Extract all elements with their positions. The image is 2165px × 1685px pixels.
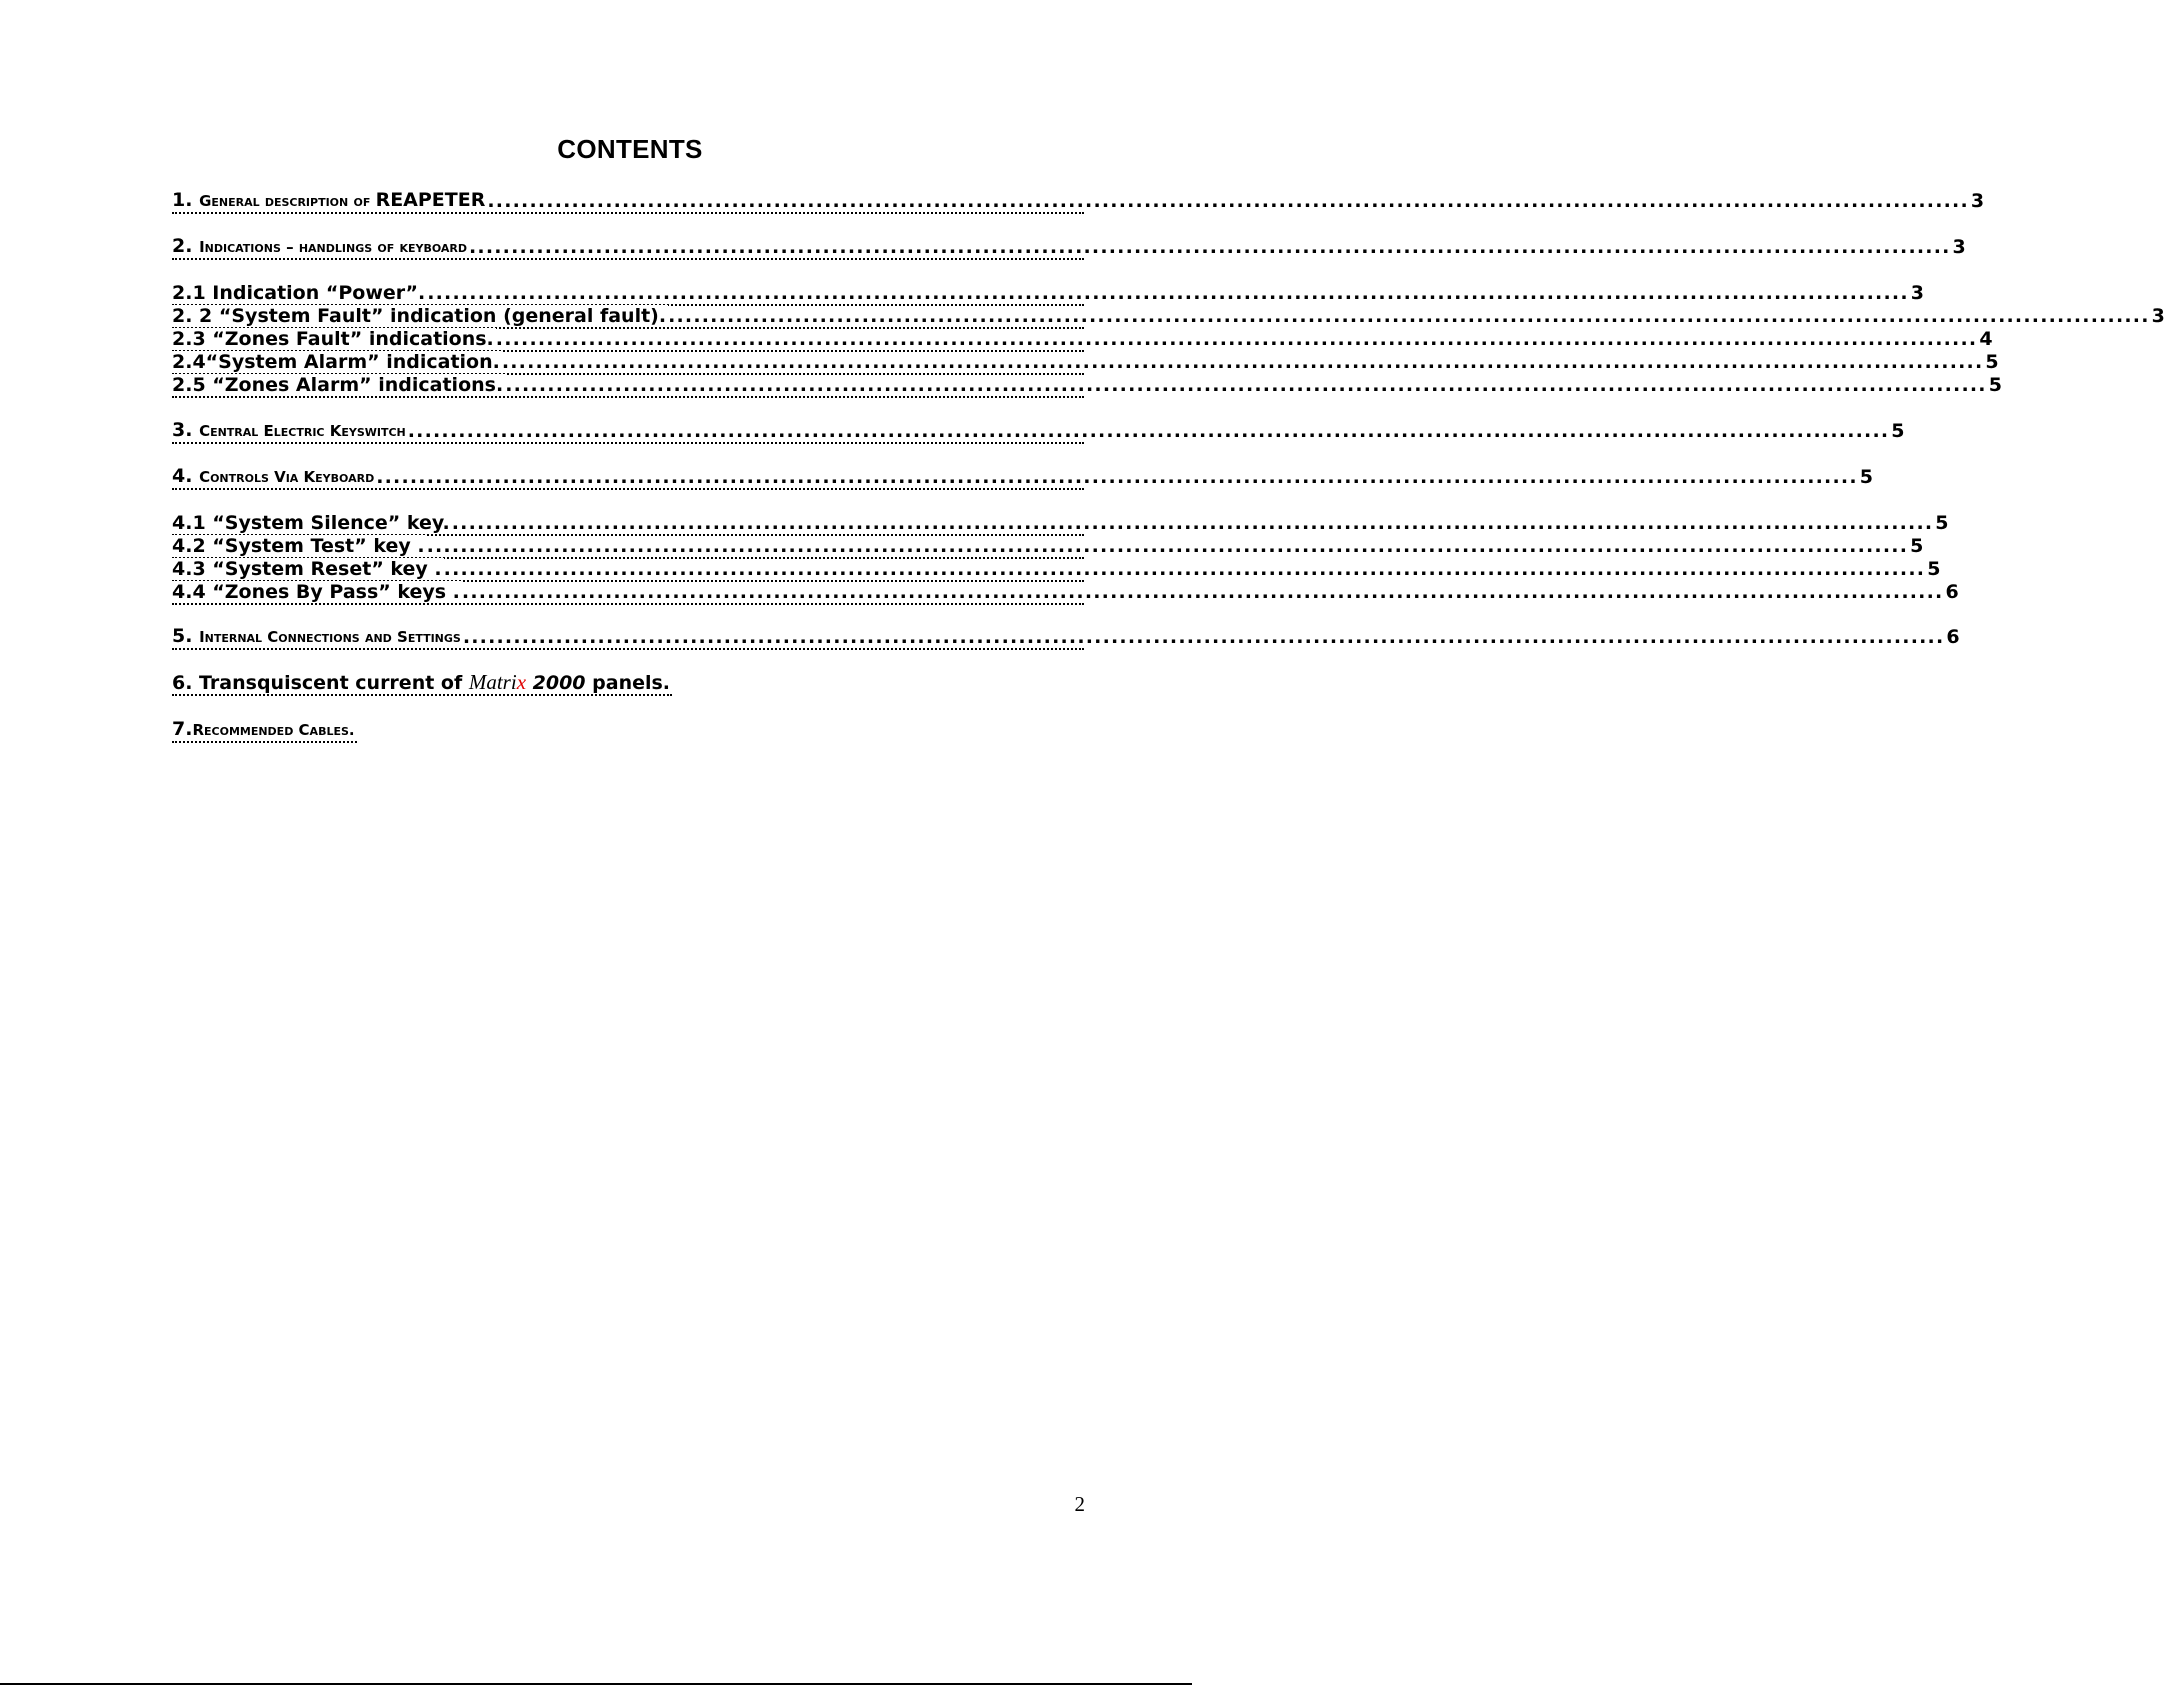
dot-leader: ................................................................................................................................................................................ <box>505 374 1987 396</box>
toc-page-number: 4 <box>1979 328 1993 350</box>
toc-entry-transquiscent-current[interactable] <box>172 670 672 696</box>
toc-entry-label: 2.3 “Zones Fault” indications. <box>172 328 494 350</box>
toc-entry-general-description[interactable] <box>172 188 1985 214</box>
dot-leader: ................................................................................................................................................................................ <box>487 190 1969 212</box>
toc-entry-label: 1. General description of REAPETER <box>172 189 486 211</box>
page-number: 2 <box>1074 1492 1085 1516</box>
toc-entry-controls-keyboard[interactable] <box>172 464 1873 490</box>
toc-page-number: 5 <box>1910 535 1924 557</box>
dot-leader: ................................................................................................................................................................................ <box>462 626 1945 648</box>
toc-entry-label: 5. Internal Connections and Settings <box>172 625 461 647</box>
dot-leader: ................................................................................................................................................................................ <box>376 466 1858 488</box>
dot-leader: ................................................................................................................................................................................ <box>427 282 1909 304</box>
dot-leader: ................................................................................................................................................................................ <box>407 420 1890 442</box>
toc-page-number: 6 <box>1946 626 1960 648</box>
toc-entry-label: 2.5 “Zones Alarm” indications. <box>172 374 504 396</box>
toc-entry-label: 3. Central Electric Keyswitch <box>172 419 406 441</box>
toc-entry-label: 4.4 “Zones By Pass” keys . <box>172 581 460 603</box>
toc-entry-label: 4.3 “System Reset” key . <box>172 558 442 580</box>
toc-entry-recommended-cables[interactable] <box>172 717 357 743</box>
matrix-brand-name: Matrix <box>468 670 527 694</box>
dot-leader: ................................................................................................................................................................................ <box>461 581 1944 603</box>
toc-entry-label: 4.2 “System Test” key . <box>172 535 425 557</box>
dot-leader: ................................................................................................................................................................................ <box>469 236 1951 258</box>
dot-leader: ................................................................................................................................................................................ <box>443 558 1926 580</box>
toc-entry-central-keyswitch[interactable] <box>172 418 1905 444</box>
toc-entry-label: 7.Recommended Cables. <box>172 718 355 740</box>
toc-entry-label: 2. Indications – handlings of keyboard <box>172 235 468 257</box>
toc-page-number: 6 <box>1945 581 1959 603</box>
toc-entry-label: 2.4“System Alarm” indication. <box>172 351 500 373</box>
toc-entry-zones-alarm[interactable] <box>172 372 2002 398</box>
toc-page-number: 3 <box>1910 282 1924 304</box>
toc-entry-label: 2. 2 “System Fault” indication (general fault). <box>172 305 667 327</box>
toc-page-number: 3 <box>2151 305 2165 327</box>
toc-page-number: 5 <box>1988 374 2002 396</box>
toc-page-number: 5 <box>1859 466 1873 488</box>
toc-page-number: 5 <box>1935 512 1949 534</box>
toc-page-number: 3 <box>1970 190 1985 212</box>
dot-leader: ................................................................................................................................................................................ <box>501 351 1984 373</box>
toc-page-number: 3 <box>1952 236 1966 258</box>
toc-page-number: 5 <box>1985 351 1999 373</box>
dot-leader: ................................................................................................................................................................................ <box>426 535 1909 557</box>
toc-page-number: 5 <box>1891 420 1905 442</box>
toc-entry-indications[interactable] <box>172 234 1966 260</box>
toc-entry-label: 4.1 “System Silence” key. <box>172 512 450 534</box>
page-title: CONTENTS <box>557 134 703 164</box>
toc-entry-label: 4. Controls Via Keyboard <box>172 465 375 487</box>
toc-entry-label: 6. Transquiscent current of Matrix 2000 panels. <box>172 670 671 694</box>
dot-leader: ................................................................................................................................................................................ <box>495 328 1978 350</box>
dot-leader: ................................................................................................................................................................................ <box>668 305 2150 327</box>
dot-leader: ................................................................................................................................................................................ <box>451 512 1934 534</box>
toc-entry-internal-connections[interactable] <box>172 624 1960 650</box>
toc-entry-zones-bypass-keys[interactable] <box>172 579 1959 605</box>
toc-entry-label: 2.1 Indication “Power”. <box>172 282 426 304</box>
toc-page-number: 5 <box>1927 558 1941 580</box>
